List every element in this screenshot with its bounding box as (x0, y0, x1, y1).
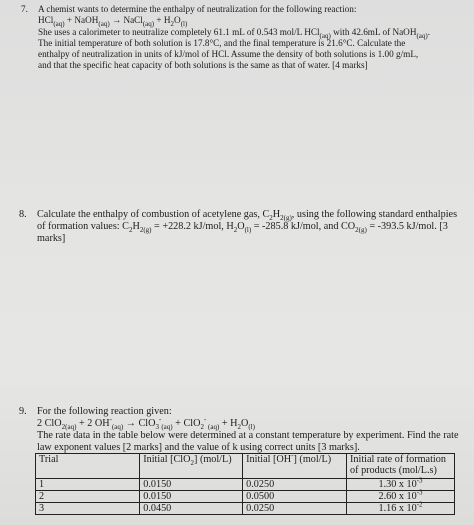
header-trial: Trial (36, 454, 140, 479)
q8-prompt-line1: Calculate the enthalpy of combustion of acetylene gas, $C_2H_{2(g)}$, using the following standard enthalpies (37, 209, 458, 223)
trial-cell: 3 (36, 503, 140, 515)
q9-number: 9. (19, 406, 27, 417)
q8-number: 8. (19, 209, 27, 220)
table-row (36, 503, 455, 515)
q7-prompt-line4: The initial temperature of both solution is 17.8°C, and the final temperature is 21.6°C. Calculate the (38, 38, 406, 48)
q7-number: 7. (21, 4, 28, 14)
q7-prompt-line3: She uses a calorimeter to neutralize completely 61.1 mL of 0.543 mol/L HCl$_{(aq)}$ with 42.6mL of NaOH$_{(aq)}$. (38, 27, 431, 40)
q8-prompt-line3: marks] (37, 233, 66, 244)
rate-cell: 2.60 x $10^{-3}$ (347, 491, 455, 503)
rate-data-table (35, 453, 455, 515)
header-clo2: Initial [ClO$_2$] (mol/L) (140, 454, 243, 479)
oh-cell: 0.0250 (243, 503, 347, 515)
trial-cell: 2 (36, 491, 140, 503)
q7-prompt-line1: A chemist wants to determine the enthalpy of neutralization for the following reaction: (38, 4, 357, 14)
clo2-cell: 0.0150 (140, 491, 243, 503)
header-oh: Initial [OH-] (mol/L) (243, 454, 347, 479)
header-rate: Initial rate of formation of products (mol/L.s) (347, 454, 455, 479)
q9-prompt-line1: For the following reaction given: (37, 406, 172, 417)
table-row (36, 491, 455, 503)
q8-prompt-line2: of formation values: $C_2H_{2(g)} = +228.2$ kJ/mol, $H_2O_{(l)} = -285.8$ kJ/mol, and $CO_{2(g)} = -393.5$ kJ/mol. [3 (37, 221, 448, 235)
q7-equation: HCl$_{(aq)}$ + NaOH$_{(aq)}$ → NaCl$_{(aq)}$ + $H_2O_{(l)}$ (38, 15, 188, 28)
q9-equation: 2 ClO$_{2(aq)}$ + 2 $OH^-_{(aq)} \to ClO_3^-_{(aq)} + ClO_2^-$ $_{(aq)} + H_2O_{(l)}$ (37, 415, 255, 432)
rate-cell: 1.16 x $10^{-2}$ (347, 503, 455, 515)
q9-prompt-line3: The rate data in the table below were determined at a constant temperature by experiment. Find the rate (37, 430, 459, 441)
rate-cell: 1.30 x $10^{-3}$ (347, 479, 455, 491)
clo2-cell: 0.0150 (140, 479, 243, 491)
q7-prompt-line5: enthalpy of neutralization in units of kJ/mol of HCl. Assume the density of both solutions is 1.00 g/mL, (38, 49, 419, 59)
table-row (36, 479, 455, 491)
table-header-row (36, 454, 455, 479)
clo2-cell: 0.0450 (140, 503, 243, 515)
q7-prompt-line6: and that the specific heat capacity of both solutions is the same as that of water. [4 marks] (38, 60, 368, 70)
oh-cell: 0.0250 (243, 479, 347, 491)
q9-prompt-line4: law exponent values [2 marks] and the value of k using correct units [3 marks]. (37, 442, 360, 453)
oh-cell: 0.0500 (243, 491, 347, 503)
trial-cell: 1 (36, 479, 140, 491)
